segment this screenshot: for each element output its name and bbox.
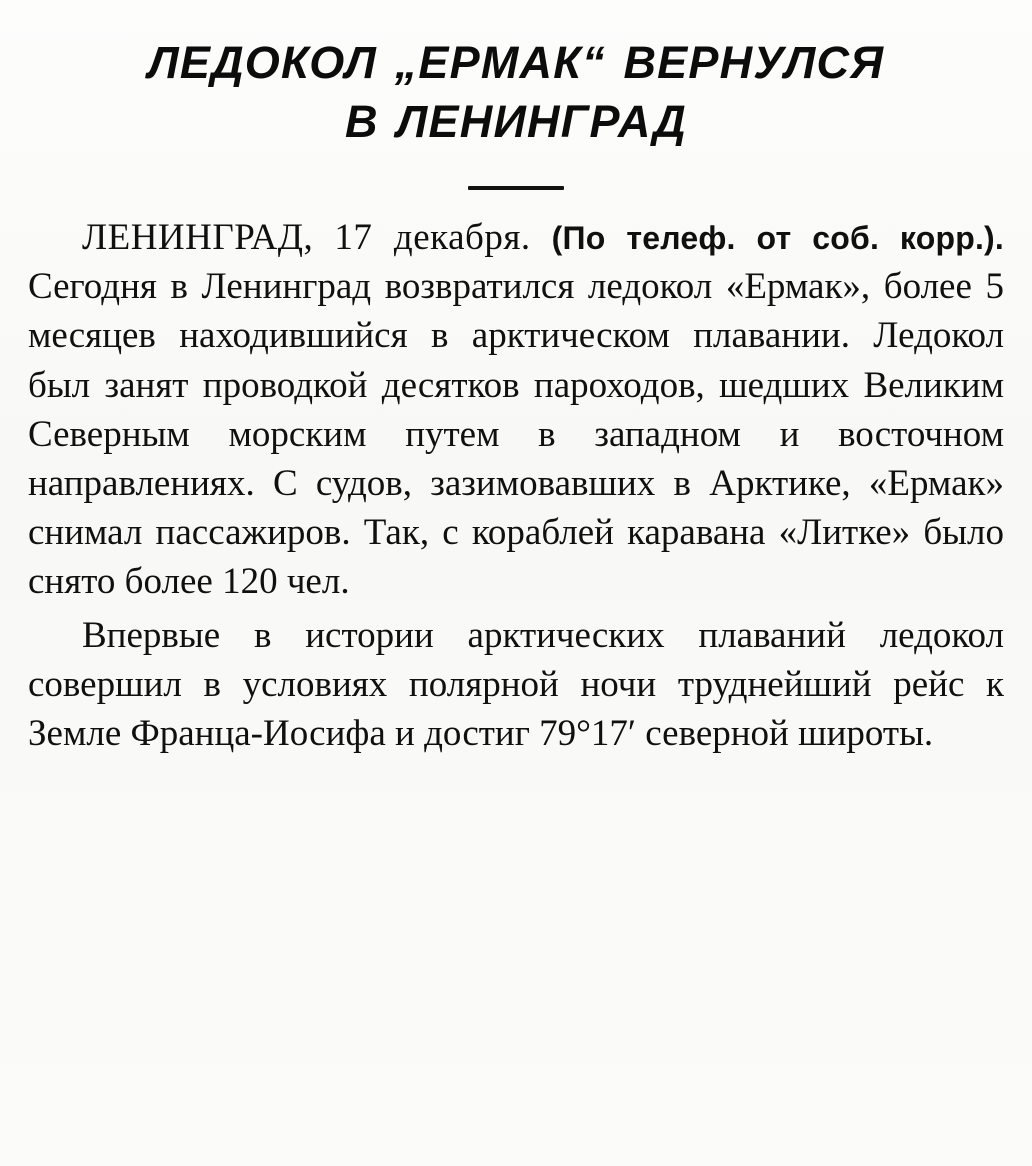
paragraph-1-text: Сегодня в Ленинград возвратился ледокол «Ермак», более 5 месяцев находившийся в арктическом плавании. Ледокол был занят проводкой десятков пароходов, шедших Великим Северным морским путем в западном и восточном направлениях. С судов, зазимовавших в Арктике, «Ермак» снимал пассажиров. Так, с кораблей каравана «Литке» было снято более 120 чел. (28, 266, 1004, 603)
paragraph-2 (28, 611, 1004, 759)
dateline-place: ЛЕНИНГРАД, (82, 217, 314, 258)
horizontal-rule (468, 186, 564, 190)
paragraph-1 (28, 213, 1004, 607)
headline-line-2: В ЛЕНИНГРАД (345, 95, 687, 147)
headline-line-1: ЛЕДОКОЛ „ЕРМАК“ ВЕРНУЛСЯ (147, 37, 885, 88)
paragraph-2-text: Впервые в истории арктических плаваний ледокол совершил в условиях полярной ночи труднейший рейс к Земле Франца-Иосифа и достиг 79°17′ северной широты. (28, 614, 1004, 755)
source-note: (По телеф. от соб. корр.). (551, 220, 1005, 256)
article-body (28, 213, 1004, 758)
dateline-date: 17 декабря. (334, 217, 531, 258)
headline-divider-container (22, 177, 1010, 195)
page-title (22, 0, 1010, 151)
